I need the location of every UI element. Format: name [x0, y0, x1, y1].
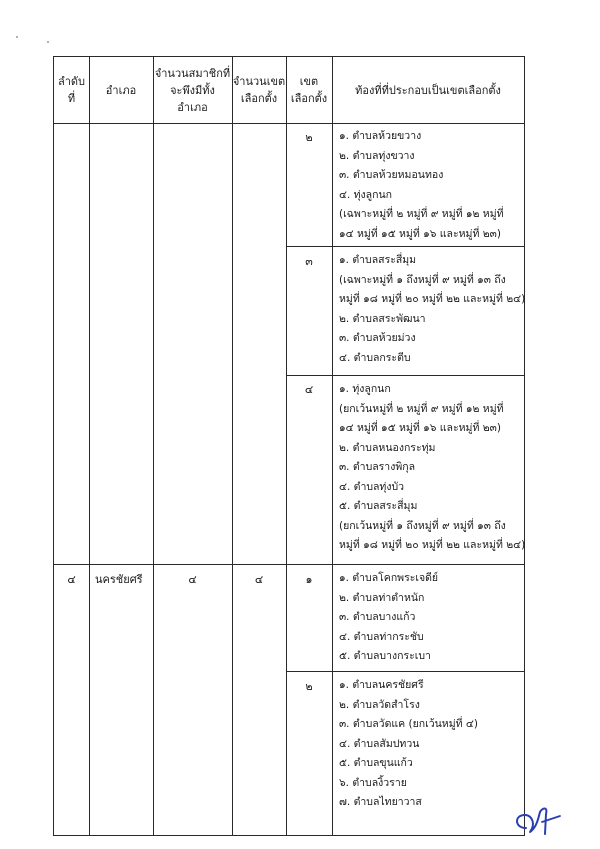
zone-count: ๔ — [254, 573, 264, 586]
column-divider — [332, 57, 333, 835]
area-line: ๕. ตำบลบางกระเบา — [339, 650, 431, 662]
area-line: ๗. ตำบลไทยาวาส — [339, 796, 422, 808]
area-line: ๑๔ หมู่ที่ ๑๕ หมู่ที่ ๑๖ และหมู่ที่ ๒๓) — [339, 422, 501, 434]
header-divider — [54, 123, 524, 124]
area-line: (เฉพาะหมู่ที่ ๒ หมู่ที่ ๙ หมู่ที่ ๑๒ หมู่ที่ — [339, 208, 504, 220]
area-line: ๒. ตำบลทุ่งขวาง — [339, 149, 415, 162]
column-divider — [89, 57, 90, 835]
area-line: ๔. ตำบลทุ่งบัว — [339, 480, 405, 493]
area-line: ๓. ตำบลวัดแค (ยกเว้นหมู่ที่ ๔) — [339, 718, 478, 730]
area-line: ๓. ตำบลบางแก้ว — [339, 611, 416, 623]
zone-areas — [339, 569, 438, 667]
order-number: ๔ — [67, 573, 76, 586]
area-line: หมู่ที่ ๑๘ หมู่ที่ ๒๐ หมู่ที่ ๒๒ และหมู่ที่ ๒๔) — [339, 293, 526, 305]
header-members: จำนวนสมาชิกที่ จะพึงมีทั้ง อำเภอ — [154, 66, 231, 114]
column-divider — [153, 57, 154, 835]
area-line: ๒. ตำบลวัดสำโรง — [339, 698, 420, 711]
header-order: ลำดับ ที่ — [57, 75, 86, 105]
area-line: (เฉพาะหมู่ที่ ๑ ถึงหมู่ที่ ๙ หมู่ที่ ๑๓ ถึง — [339, 273, 506, 286]
header-areas: ท้องที่ที่ประกอบเป็นเขตเลือกตั้ง — [355, 83, 501, 97]
area-line: ๑. ตำบลห้วยขวาง — [339, 130, 422, 142]
area-line: ๔. ตำบลกระตีบ — [339, 351, 411, 364]
election-zone-table — [53, 56, 525, 836]
zone-number: ๑ — [305, 573, 313, 586]
area-line: หมู่ที่ ๑๘ หมู่ที่ ๒๐ หมู่ที่ ๒๒ และหมู่ที่ ๒๔) — [339, 539, 526, 551]
area-line: ๒. ตำบลสระพัฒนา — [339, 312, 426, 325]
area-line: ๕. ตำบลขุนแก้ว — [339, 757, 413, 769]
area-line: ๔. ทุ่งลูกนก — [339, 188, 392, 201]
row-divider — [286, 375, 524, 376]
zone-number: ๓ — [305, 255, 313, 268]
zone-areas — [339, 127, 504, 244]
area-line: ๑. ตำบลสระสี่มุม — [339, 254, 417, 266]
zone-number: ๒ — [305, 131, 313, 144]
row-divider — [54, 564, 524, 565]
member-count: ๔ — [188, 573, 197, 586]
scan-speck — [47, 41, 49, 43]
area-line: ๑๔ หมู่ที่ ๑๕ หมู่ที่ ๑๖ และหมู่ที่ ๒๓) — [339, 227, 501, 240]
area-line: ๔. ตำบลท่ากระชับ — [339, 630, 424, 643]
row-divider — [286, 246, 524, 247]
district-name: นครชัยศรี — [95, 573, 143, 586]
header-zone: เขต เลือกตั้ง — [290, 75, 328, 105]
row-divider — [286, 671, 524, 672]
area-line: ๒. ตำบลท่าตำหนัก — [339, 591, 425, 604]
area-line: ๑. ตำบลนครชัยศรี — [339, 679, 424, 691]
zone-number: ๒ — [305, 680, 313, 693]
area-line: (ยกเว้นหมู่ที่ ๑ ถึงหมู่ที่ ๙ หมู่ที่ ๑๓ ถึง — [339, 519, 506, 532]
area-line: ๑. ทุ่งลูกนก — [339, 383, 391, 395]
zone-number: ๔ — [304, 383, 314, 396]
area-line: (ยกเว้นหมู่ที่ ๒ หมู่ที่ ๙ หมู่ที่ ๑๒ หมู่ที่ — [339, 402, 504, 415]
area-line: ๓. ตำบลรางพิกุล — [339, 461, 416, 473]
handwritten-initials — [512, 798, 564, 842]
column-divider — [286, 57, 287, 835]
area-line: ๒. ตำบลหนองกระทุ่ม — [339, 441, 436, 454]
header-num-zones: จำนวนเขต เลือกตั้ง — [232, 75, 286, 105]
area-line: ๕. ตำบลสระสี่มุม — [339, 500, 418, 512]
scan-speck — [16, 36, 18, 38]
area-line: ๖. ตำบลงิ้วราย — [339, 776, 407, 789]
column-divider — [232, 57, 233, 835]
zone-areas — [339, 251, 525, 368]
area-line: ๑. ตำบลโคกพระเจดีย์ — [339, 572, 439, 584]
area-line: ๓. ตำบลห้วยม่วง — [339, 332, 416, 344]
zone-areas — [339, 676, 478, 813]
area-line: ๔. ตำบลสัมปทวน — [339, 737, 420, 750]
zone-areas — [339, 380, 525, 556]
area-line: ๓. ตำบลห้วยหมอนทอง — [339, 169, 444, 181]
header-district: อำเภอ — [105, 83, 137, 97]
